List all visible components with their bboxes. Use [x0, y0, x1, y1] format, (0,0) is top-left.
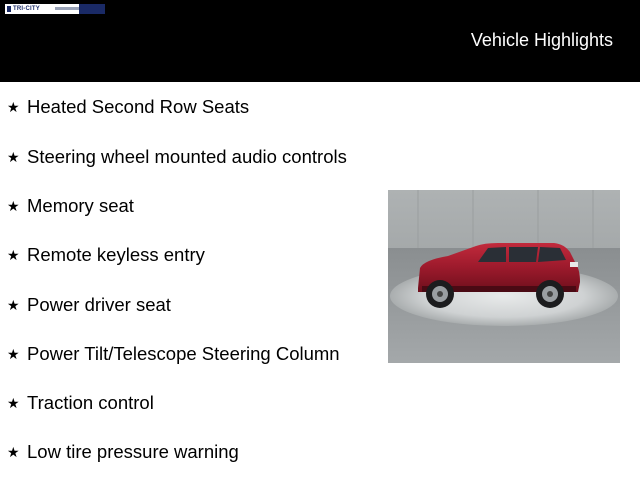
logo-mark — [7, 6, 11, 12]
feature-label: Steering wheel mounted audio controls — [27, 146, 347, 167]
logo-subline — [55, 7, 81, 10]
star-icon: ★ — [7, 99, 20, 115]
star-icon: ★ — [7, 444, 20, 460]
vehicle-illustration — [388, 190, 620, 363]
star-icon: ★ — [7, 297, 20, 313]
list-item — [7, 145, 347, 169]
feature-label: Power Tilt/Telescope Steering Column — [27, 343, 340, 364]
logo-text: TRI-CITY — [13, 6, 40, 12]
logo-badge — [79, 4, 105, 14]
list-item — [7, 293, 171, 317]
feature-label: Remote keyless entry — [27, 244, 205, 265]
star-icon: ★ — [7, 395, 20, 411]
feature-label: Low tire pressure warning — [27, 441, 239, 462]
page-title: Vehicle Highlights — [470, 30, 613, 50]
list-item — [7, 391, 154, 415]
feature-label: Traction control — [27, 392, 154, 413]
star-icon: ★ — [7, 346, 20, 362]
list-item — [7, 194, 134, 218]
feature-label: Heated Second Row Seats — [27, 96, 250, 117]
list-item — [7, 95, 249, 119]
header-bar — [0, 0, 640, 82]
list-item — [7, 243, 205, 267]
list-item — [7, 440, 239, 464]
feature-label: Power driver seat — [27, 294, 171, 315]
vehicle-photo[interactable] — [388, 190, 620, 363]
star-icon: ★ — [7, 149, 20, 165]
feature-label: Memory seat — [27, 195, 134, 216]
list-item — [7, 342, 340, 366]
star-icon: ★ — [7, 198, 20, 214]
dealer-logo[interactable] — [5, 4, 105, 14]
star-icon: ★ — [7, 247, 20, 263]
